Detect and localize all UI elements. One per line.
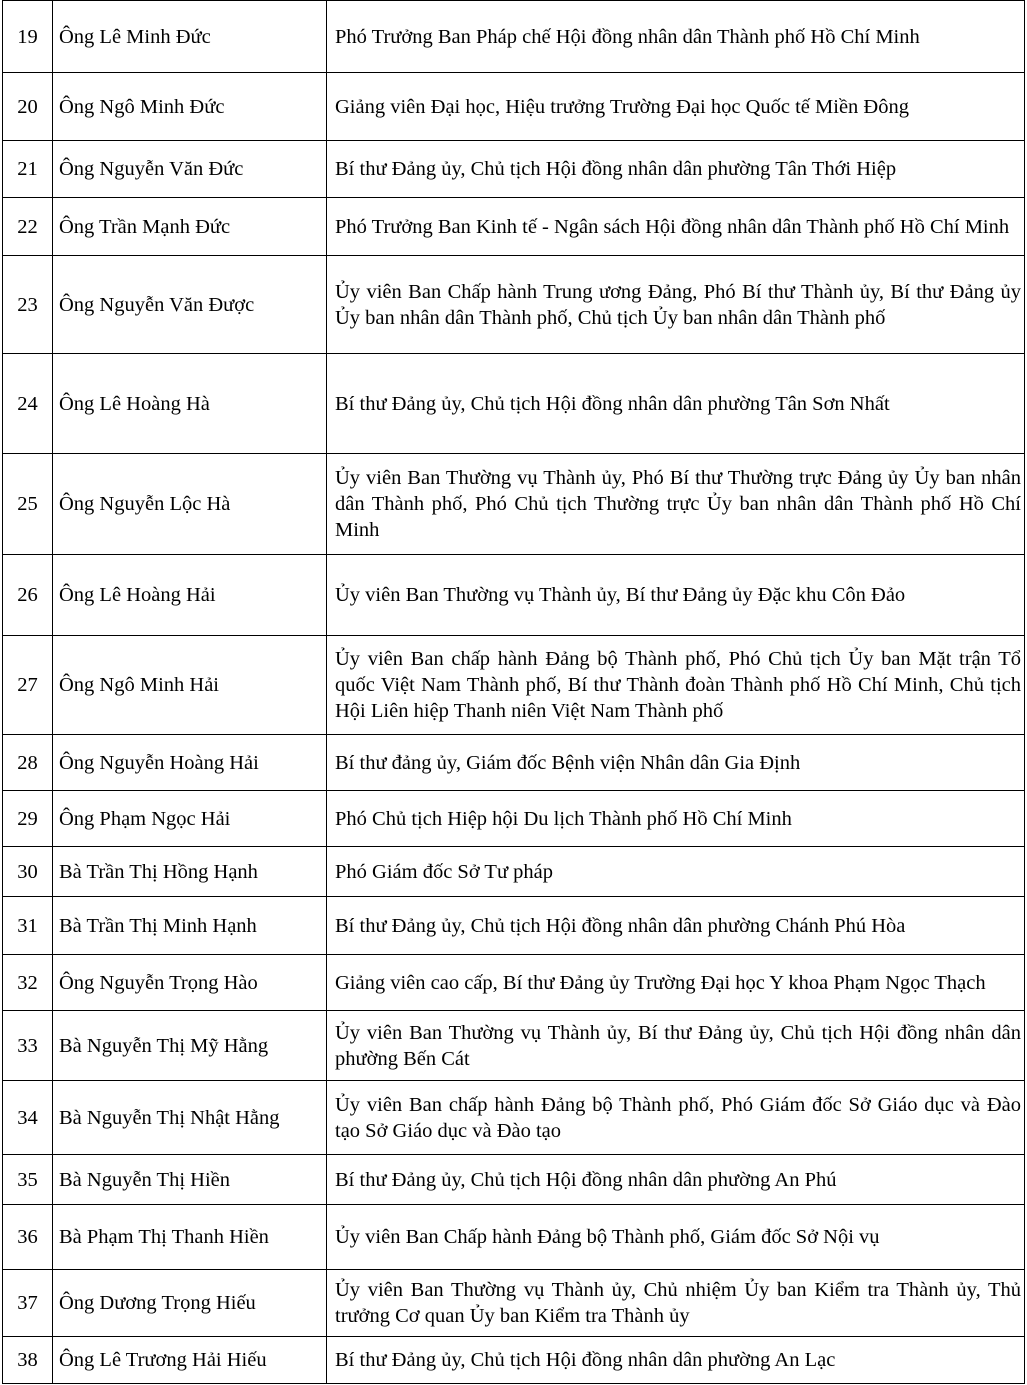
row-number: 35 xyxy=(3,1155,53,1205)
table-row xyxy=(3,1337,1025,1384)
table-row xyxy=(3,1081,1025,1155)
row-number: 38 xyxy=(3,1337,53,1384)
table-row xyxy=(3,847,1025,897)
delegate-position: Bí thư Đảng ủy, Chủ tịch Hội đồng nhân dân phường Chánh Phú Hòa xyxy=(327,897,1025,955)
row-number: 28 xyxy=(3,735,53,791)
table-row xyxy=(3,1205,1025,1270)
delegate-name: Ông Ngô Minh Đức xyxy=(53,73,327,141)
row-number: 21 xyxy=(3,141,53,198)
table-row xyxy=(3,897,1025,955)
table-row xyxy=(3,454,1025,555)
delegate-position: Phó Trưởng Ban Pháp chế Hội đồng nhân dân Thành phố Hồ Chí Minh xyxy=(327,1,1025,73)
delegate-position: Ủy viên Ban Chấp hành Trung ương Đảng, Phó Bí thư Thành ủy, Bí thư Đảng ủy Ủy ban nhân dân Thành phố, Chủ tịch Ủy ban nhân dân Thành phố xyxy=(327,256,1025,354)
delegate-name: Ông Lê Minh Đức xyxy=(53,1,327,73)
row-number: 31 xyxy=(3,897,53,955)
table-row xyxy=(3,141,1025,198)
delegate-position: Bí thư Đảng ủy, Chủ tịch Hội đồng nhân dân phường Tân Thới Hiệp xyxy=(327,141,1025,198)
delegate-name: Ông Lê Trương Hải Hiếu xyxy=(53,1337,327,1384)
row-number: 30 xyxy=(3,847,53,897)
table-row xyxy=(3,791,1025,847)
table-row xyxy=(3,354,1025,454)
table-row xyxy=(3,555,1025,636)
row-number: 33 xyxy=(3,1011,53,1081)
table-row xyxy=(3,1,1025,73)
delegate-name: Bà Trần Thị Hồng Hạnh xyxy=(53,847,327,897)
delegate-table xyxy=(2,0,1025,1384)
row-number: 22 xyxy=(3,198,53,256)
delegate-name: Ông Nguyễn Trọng Hào xyxy=(53,955,327,1011)
delegate-name: Ông Nguyễn Lộc Hà xyxy=(53,454,327,555)
delegate-name: Ông Nguyễn Văn Được xyxy=(53,256,327,354)
row-number: 23 xyxy=(3,256,53,354)
delegate-position: Bí thư Đảng ủy, Chủ tịch Hội đồng nhân dân phường An Lạc xyxy=(327,1337,1025,1384)
row-number: 34 xyxy=(3,1081,53,1155)
delegate-position: Bí thư Đảng ủy, Chủ tịch Hội đồng nhân dân phường Tân Sơn Nhất xyxy=(327,354,1025,454)
delegate-position: Ủy viên Ban Thường vụ Thành ủy, Chủ nhiệm Ủy ban Kiểm tra Thành ủy, Thủ trưởng Cơ quan Ủy ban Kiểm tra Thành ủy xyxy=(327,1270,1025,1337)
delegate-name: Ông Phạm Ngọc Hải xyxy=(53,791,327,847)
row-number: 29 xyxy=(3,791,53,847)
delegate-table-body xyxy=(3,1,1025,1384)
row-number: 37 xyxy=(3,1270,53,1337)
delegate-name: Bà Trần Thị Minh Hạnh xyxy=(53,897,327,955)
row-number: 19 xyxy=(3,1,53,73)
table-row xyxy=(3,636,1025,735)
delegate-position: Ủy viên Ban Thường vụ Thành ủy, Bí thư Đảng ủy Đặc khu Côn Đảo xyxy=(327,555,1025,636)
delegate-position: Giảng viên Đại học, Hiệu trưởng Trường Đại học Quốc tế Miền Đông xyxy=(327,73,1025,141)
delegate-name: Bà Nguyễn Thị Nhật Hằng xyxy=(53,1081,327,1155)
row-number: 24 xyxy=(3,354,53,454)
delegate-position: Bí thư Đảng ủy, Chủ tịch Hội đồng nhân dân phường An Phú xyxy=(327,1155,1025,1205)
table-row xyxy=(3,735,1025,791)
delegate-position: Giảng viên cao cấp, Bí thư Đảng ủy Trường Đại học Y khoa Phạm Ngọc Thạch xyxy=(327,955,1025,1011)
table-row xyxy=(3,256,1025,354)
row-number: 32 xyxy=(3,955,53,1011)
table-row xyxy=(3,198,1025,256)
row-number: 20 xyxy=(3,73,53,141)
table-row xyxy=(3,955,1025,1011)
delegate-position: Ủy viên Ban Thường vụ Thành ủy, Phó Bí thư Thường trực Đảng ủy Ủy ban nhân dân Thành phố, Phó Chủ tịch Thường trực Ủy ban nhân dân Thành phố Hồ Chí Minh xyxy=(327,454,1025,555)
row-number: 26 xyxy=(3,555,53,636)
delegate-name: Ông Trần Mạnh Đức xyxy=(53,198,327,256)
delegate-name: Ông Nguyễn Văn Đức xyxy=(53,141,327,198)
table-row xyxy=(3,1155,1025,1205)
delegate-name: Ông Ngô Minh Hải xyxy=(53,636,327,735)
delegate-position: Bí thư đảng ủy, Giám đốc Bệnh viện Nhân dân Gia Định xyxy=(327,735,1025,791)
table-row xyxy=(3,1011,1025,1081)
row-number: 27 xyxy=(3,636,53,735)
delegate-position: Phó Trưởng Ban Kinh tế - Ngân sách Hội đồng nhân dân Thành phố Hồ Chí Minh xyxy=(327,198,1025,256)
delegate-position: Phó Chủ tịch Hiệp hội Du lịch Thành phố Hồ Chí Minh xyxy=(327,791,1025,847)
delegate-position: Phó Giám đốc Sở Tư pháp xyxy=(327,847,1025,897)
row-number: 36 xyxy=(3,1205,53,1270)
delegate-position: Ủy viên Ban chấp hành Đảng bộ Thành phố, Phó Giám đốc Sở Giáo dục và Đào tạo Sở Giáo dục và Đào tạo xyxy=(327,1081,1025,1155)
delegate-name: Ông Dương Trọng Hiếu xyxy=(53,1270,327,1337)
delegate-name: Bà Nguyễn Thị Hiền xyxy=(53,1155,327,1205)
delegate-name: Ông Nguyễn Hoàng Hải xyxy=(53,735,327,791)
delegate-name: Ông Lê Hoàng Hà xyxy=(53,354,327,454)
delegate-position: Ủy viên Ban Chấp hành Đảng bộ Thành phố, Giám đốc Sở Nội vụ xyxy=(327,1205,1025,1270)
delegate-position: Ủy viên Ban Thường vụ Thành ủy, Bí thư Đảng ủy, Chủ tịch Hội đồng nhân dân phường Bến Cát xyxy=(327,1011,1025,1081)
row-number: 25 xyxy=(3,454,53,555)
delegate-position: Ủy viên Ban chấp hành Đảng bộ Thành phố, Phó Chủ tịch Ủy ban Mặt trận Tổ quốc Việt Nam Thành phố, Bí thư Thành đoàn Thành phố Hồ Chí Minh, Chủ tịch Hội Liên hiệp Thanh niên Việt Nam Thành phố xyxy=(327,636,1025,735)
delegate-name: Bà Nguyễn Thị Mỹ Hằng xyxy=(53,1011,327,1081)
delegate-name: Ông Lê Hoàng Hải xyxy=(53,555,327,636)
table-row xyxy=(3,1270,1025,1337)
delegate-name: Bà Phạm Thị Thanh Hiền xyxy=(53,1205,327,1270)
table-row xyxy=(3,73,1025,141)
